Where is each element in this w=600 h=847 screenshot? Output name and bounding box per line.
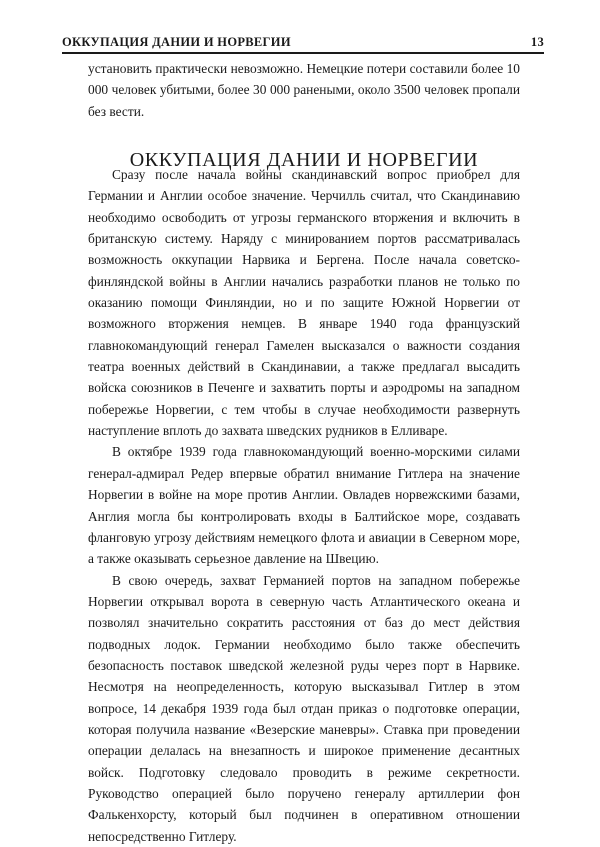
continued-paragraph-block <box>88 58 520 122</box>
page-number: 13 <box>530 35 544 49</box>
paragraph: В октябре 1939 года главнокомандующий военно-морскими силами генерал-адмирал Редер впервые обратил внимание Гитлера на значение Норвегии в войне на море против Англии. Овладев норвежскими базами, Англия могла бы контролировать входы в Балтийское море, создавать фланговую угрозу действиям немецкого флота и авиации в Северном море, а также оказывать серьезное давление на Швецию. <box>88 444 520 567</box>
running-title: ОККУПАЦИЯ ДАНИИ И НОРВЕГИИ <box>62 35 291 49</box>
header-rule <box>62 52 544 54</box>
continued-paragraph: установить практически невозможно. Немецкие потери составили более 10 000 человек убитыми, более 30 000 ранеными, около 3500 человек пропали без вести. <box>88 61 520 119</box>
section-title: ОККУПАЦИЯ ДАНИИ И НОРВЕГИИ <box>129 148 479 171</box>
paragraph: В свою очередь, захват Германией портов на западном побережье Норвегии открывал ворота в северную часть Атлантического океана и позволял значительно сократить расстояния от баз до мест действия подводных лодок. Германии необходимо было также обеспечить безопасность поставок шведской железной руды через порт в Нарвике. Несмотря на неопределенность, которую высказывал Гитлер в этом вопросе, 14 декабря 1939 года был отдан приказ о подготовке операции, которая получила название «Везерские маневры». Ставка при проведении операции делалась на внезапность и широкое применение десантных войск. Подготовку следовало проводить в режиме секретности. Руководство операцией было поручено генералу артиллерии фон Фалькенхорсту, который был подчинен в оперативном отношении непосредственно Гитлеру. <box>88 572 520 844</box>
paragraph: Сразу после начала войны скандинавский вопрос приобрел для Германии и Англии особое значение. Черчилль считал, что Скандинавию необходимо освободить от угрозы германского вторжения и включить в британскую систему. Наряду с минированием портов рассматривалась возможность оккупации Нарвика и Бергена. После начала советско-финляндской войны в Англии начались разработки планов не только по оказанию помощи Финляндии, но и по защите Южной Норвегии от возможного вторжения немцев. В январе 1940 года французский главнокомандующий генерал Гамелен высказался о важности создания театра военных действий в Скандинавии, а также предлагал высадить войска союзников в Печенге и захватить порты и аэродромы на западном побережье Норвегии, с тем чтобы в случае необходимости развернуть наступление вплоть до захвата шведских рудников в Елливаре. <box>88 167 520 439</box>
section-body <box>88 164 520 847</box>
running-header <box>62 32 544 50</box>
